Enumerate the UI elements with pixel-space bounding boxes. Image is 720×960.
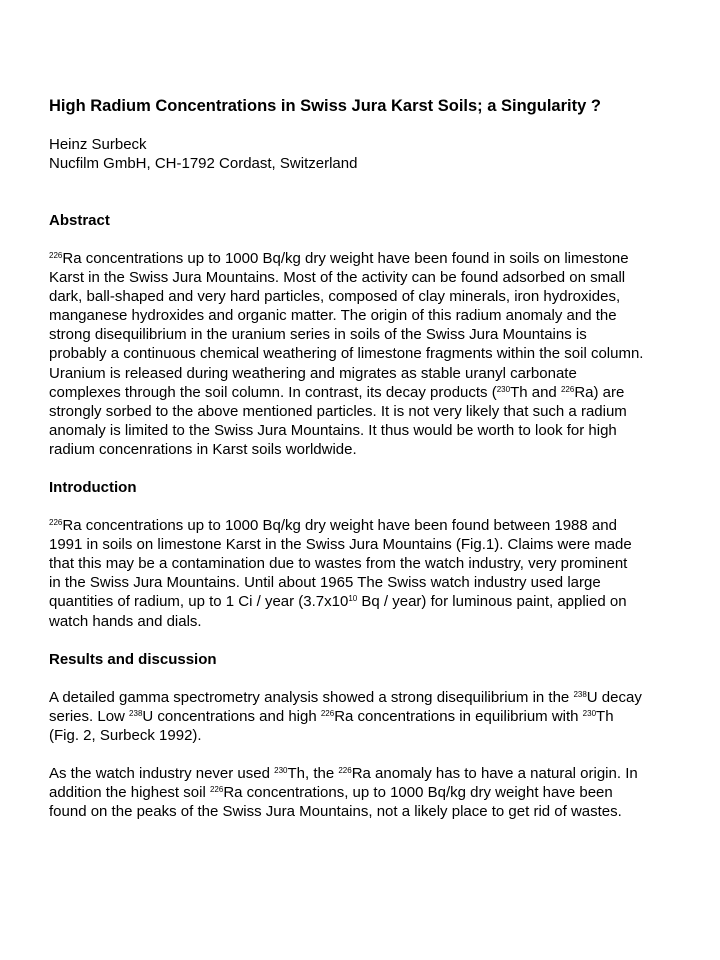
text-run: Karst in the Swiss Jura Mountains. Most of the activity can be found adsorbed on small [49, 269, 626, 287]
text-line [49, 364, 699, 383]
text-line [49, 287, 699, 306]
text-line [49, 612, 699, 631]
results-paragraph-1 [49, 688, 699, 745]
text-run: Ra concentrations up to 1000 Bq/kg dry weight have been found between 1988 and [62, 517, 617, 535]
spacer [49, 230, 699, 249]
spacer [49, 459, 699, 478]
text-run: Bq / year) for luminous paint, applied on [357, 593, 627, 611]
text-line [49, 249, 699, 268]
text-run: strong disequilibrium in the uranium series in soils of the Swiss Jura Mountains is [49, 326, 587, 344]
isotope-superscript: 230 [274, 765, 288, 775]
text-line [49, 344, 699, 363]
isotope-superscript: 226 [560, 384, 575, 394]
text-run: in the Swiss Jura Mountains. Until about 1965 The Swiss watch industry used large [49, 574, 601, 592]
text-run: Uranium is released during weathering and migrates as stable uranyl carbonate [49, 364, 577, 382]
isotope-superscript: 230 [582, 708, 597, 718]
paper-title: High Radium Concentrations in Swiss Jura Karst Soils; a Singularity ? [49, 97, 601, 115]
isotope-superscript: 230 [496, 384, 511, 394]
text-line [49, 802, 699, 821]
text-run: found on the peaks of the Swiss Jura Mountains, not a likely place to get rid of wastes. [49, 803, 622, 821]
text-run: Ra concentrations, up to 1000 Bq/kg dry weight have been [223, 783, 613, 801]
text-line [49, 554, 699, 573]
text-line [49, 707, 699, 726]
text-line [49, 688, 699, 707]
text-run: Ra anomaly has to have a natural origin. In [351, 764, 638, 782]
document-page [49, 96, 699, 821]
author-affiliation: Nucfilm GmbH, CH-1792 Cordast, Switzerland [49, 155, 358, 172]
spacer [49, 497, 699, 516]
spacer [49, 631, 699, 650]
author-block [49, 135, 699, 173]
isotope-superscript: 238 [573, 689, 587, 699]
text-run: dark, ball-shaped and very hard particles, composed of clay minerals, iron hydroxides, [49, 288, 621, 306]
text-run: U decay [586, 688, 642, 706]
text-line [49, 325, 699, 344]
isotope-superscript: 226 [49, 251, 63, 260]
abstract-paragraph [49, 249, 699, 459]
results-paragraph-2 [49, 764, 699, 821]
introduction-paragraph [49, 516, 699, 631]
author-name: Heinz Surbeck [49, 136, 147, 153]
text-run: that this may be a contamination due to wastes from the watch industry, very prominent [49, 555, 628, 573]
text-run: Ra concentrations in equilibrium with [334, 707, 583, 725]
text-run: series. Low [49, 707, 130, 725]
isotope-superscript: 226 [209, 784, 224, 794]
text-line [49, 764, 699, 783]
text-run: A detailed gamma spectrometry analysis showed a strong disequilibrium in the [49, 688, 574, 706]
text-line [49, 592, 699, 611]
text-line [49, 783, 699, 802]
isotope-superscript: 226 [49, 518, 63, 528]
text-run: Th and [510, 383, 561, 401]
text-run: As the watch industry never used [49, 764, 275, 782]
text-line [49, 726, 699, 745]
isotope-superscript: 226 [338, 765, 352, 775]
text-run: probably a continuous chemical weathering of limestone fragments within the soil column. [49, 345, 644, 363]
text-run: U concentrations and high [142, 707, 321, 725]
text-line [49, 402, 699, 421]
text-line [49, 440, 699, 459]
text-run: 1991 in soils on limestone Karst in the Swiss Jura Mountains (Fig.1). Claims were made [49, 536, 632, 554]
abstract-heading: Abstract [49, 212, 110, 229]
text-run: strongly sorbed to the above mentioned particles. It is not very likely that such a radium [49, 402, 627, 420]
text-run: manganese hydroxides and organic matter. The origin of this radium anomaly and the [49, 307, 617, 325]
isotope-superscript: 238 [129, 708, 143, 718]
text-run: quantities of radium, up to 1 Ci / year (3.7x10 [49, 593, 349, 611]
text-line [49, 573, 699, 592]
text-run: anomaly is limited to the Swiss Jura Mountains. It thus would be worth to look for high [49, 421, 617, 439]
text-line [49, 306, 699, 325]
text-run: watch hands and dials. [49, 612, 202, 630]
text-run: Th, the [287, 764, 339, 782]
text-line [49, 535, 699, 554]
spacer [49, 669, 699, 688]
text-run: radium concenrations in Karst soils worldwide. [49, 440, 357, 458]
text-run: (Fig. 2, Surbeck 1992). [49, 726, 202, 744]
isotope-superscript: 10 [348, 594, 358, 604]
text-run: complexes through the soil column. In contrast, its decay products ( [49, 383, 497, 401]
text-line [49, 268, 699, 287]
text-run: addition the highest soil [49, 783, 210, 801]
text-run: Th [596, 707, 614, 725]
results-heading: Results and discussion [49, 650, 217, 668]
spacer [49, 745, 699, 764]
text-line [49, 383, 699, 402]
text-run: Ra) are [574, 383, 625, 401]
spacer [49, 173, 699, 211]
text-run: Ra concentrations up to 1000 Bq/kg dry weight have been found in soils on limestone [62, 250, 629, 267]
introduction-heading: Introduction [49, 479, 137, 497]
text-line [49, 516, 699, 535]
text-line [49, 421, 699, 440]
isotope-superscript: 226 [320, 708, 335, 718]
